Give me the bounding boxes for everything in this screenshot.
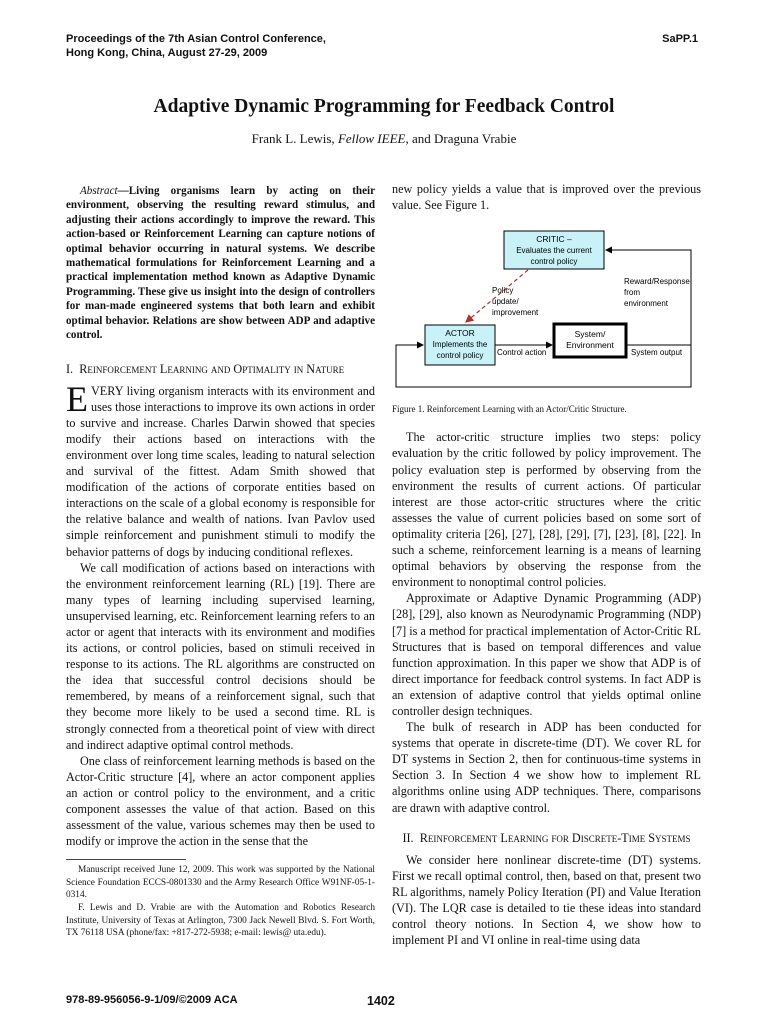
reward-label-1: Reward/Response <box>624 277 690 287</box>
left-column <box>66 184 375 940</box>
actor-critic-diagram <box>392 227 701 397</box>
conference-info <box>66 32 326 60</box>
system-output-label: System output <box>631 348 683 358</box>
reward-label-2: from <box>624 288 640 298</box>
section-2-heading <box>392 830 701 846</box>
page-number: 1402 <box>367 994 395 1008</box>
actor-label-3: control policy <box>436 351 484 361</box>
author-names-2: , and Draguna Vrabie <box>405 131 517 146</box>
system-label-2: Environment <box>566 340 614 351</box>
policy-label-3: improvement <box>492 308 539 318</box>
session-code: SaPP.1 <box>662 33 698 45</box>
policy-label-2: update/ <box>492 297 519 307</box>
reward-label-3: environment <box>624 299 669 309</box>
section-1-heading <box>66 361 375 377</box>
right-column <box>392 181 701 948</box>
abstract-text: —Living organisms learn by acting on their environment, observing the resulting reward stimulus, and adjusting their actions accordingly to improve the reward. This action-based or Reinforcement Learning can capture notions of optimal behavior occurring in natural systems. We describe mathematical formulations for Reinforcement Learning and a practical implementation method known as Adaptive Dynamic Programming. These give us insight into the design of controllers for man-made engineered systems that both learn and exhibit optimal behavior. Relations are show between ADP and adaptive control. <box>66 185 375 342</box>
author-fellow: Fellow IEEE <box>337 131 406 146</box>
section-2-title: Reinforcement Learning for Discrete-Time Systems <box>419 830 691 845</box>
author-line <box>0 131 768 147</box>
section-2-number: II. <box>402 830 414 845</box>
control-action-label: Control action <box>497 348 547 358</box>
right-paragraph-4: We consider here nonlinear discrete-time (DT) systems. First we recall optimal control, then, based on that, present two RL algorithms, namely Policy Iteration (PI) and Value Iteration (VI). The LQR case is detailed to tie these ideas into standard control theory notions. In Section 4, we show how to implement PI and VI online in real-time using data <box>392 852 701 948</box>
actor-label-2: Implements the <box>432 340 488 350</box>
section-1-number: I. <box>66 362 74 377</box>
right-paragraph-2: Approximate or Adaptive Dynamic Programming (ADP) [28], [29], also known as Neurodynamic Programming (NDP) [7] is a method for practical implementation of Actor-Critic RL Structures that is based on temporal differences and value function approximation. In this paper we show that ADP is of direct importance for feedback control systems. In fact ADP is an extension of adaptive control that yields optimal online controller design techniques. <box>392 591 701 718</box>
footnote-affiliation: F. Lewis and D. Vrabie are with the Automation and Robotics Research Institute, University of Texas at Arlington, 7300 Jack Newell Blvd. S. Fort Worth, TX 76118 USA (phone/fax: +817-272-5938; e-mail: lewis@ uta.edu). <box>66 903 375 939</box>
critic-label-1: CRITIC – <box>536 234 572 245</box>
actor-label-1: ACTOR <box>445 328 475 339</box>
footnote-rule <box>66 859 186 860</box>
dropcap-letter: E <box>66 378 88 419</box>
figure-1 <box>392 227 701 417</box>
figure-1-caption: Figure 1. Reinforcement Learning with an Actor/Critic Structure. <box>392 404 627 415</box>
isbn-line: 978-89-956056-9-1/09/©2009 ACA <box>66 994 238 1006</box>
paper-title: Adaptive Dynamic Programming for Feedback Control <box>153 96 615 117</box>
conference-name: Proceedings of the 7th Asian Control Conference, <box>66 33 326 45</box>
section-1-paragraph-3: One class of reinforcement learning methods is based on the Actor-Critic structure [4], where an actor component applies an action or control policy to the environment, and a critic component assesses the value of that action. Based on this assessment of the value, various schemes may then be used to modify or improve the action in the sense that the <box>66 753 375 849</box>
abstract <box>66 184 375 342</box>
section-1-title: Reinforcement Learning and Optimality in Nature <box>79 362 345 377</box>
critic-label-2: Evaluates the current <box>516 246 592 256</box>
right-continuation: new policy yields a value that is improved over the previous value. See Figure 1. <box>392 182 701 213</box>
abstract-lead: Abstract <box>80 185 118 197</box>
author-names-1: Frank L. Lewis, <box>251 131 338 146</box>
section-1-paragraph-1 <box>66 378 375 560</box>
right-paragraph-3: The bulk of research in ADP has been conducted for systems that operate in discrete-time (DT). We cover RL for DT systems in Section 2, then for continuous-time systems in Section 3. In Section 4 we show how to implement RL algorithms online using ADP techniques. There, comparisons are drawn with adaptive control. <box>392 720 701 815</box>
section-1-paragraph-2: We call modification of actions based on interactions with the environment reinforcement learning (RL) [19]. There are many types of learning including supervised learning, unsupervised learning, etc. Reinforcement learning refers to an actor or agent that interacts with its environment and modifies its actions, or control policies, based on stimuli received in response to its actions. The RL algorithms are constructed on the idea that successful control decisions should be remembered, by means of a reinforcement signal, such that they become more likely to be used a second time. RL is strongly connected from a theoretical point of view with direct and indirect adaptive optimal control methods. <box>66 560 375 752</box>
system-label-1: System/ <box>574 329 606 340</box>
footnote-manuscript: Manuscript received June 12, 2009. This work was supported by the National Science Foundation ECCS-0801330 and the Army Research Office W91NF-05-1-0314. <box>66 865 375 901</box>
policy-label-1: Policy <box>492 286 514 296</box>
section-1-p1-text: VERY living organism interacts with its environment and uses those interactions to improve its own actions in order to survive and increase. Charles Darwin showed that species modify their actions based on interactions with the environment over long time scales, leading to natural selection and survival of the fittest. Adam Smith showed that modification of the actions of corporate entities based on interactions on the scale of a global economy is responsible for the relative balance and wealth of nations. Ivan Pavlov used simple reinforcement and punishment stimuli to modify the behavior patterns of dogs by inducing conditional reflexes. <box>66 383 375 559</box>
conference-location: Hong Kong, China, August 27-29, 2009 <box>66 47 268 59</box>
right-paragraph-1: The actor-critic structure implies two steps: policy evaluation by the critic followed by policy improvement. The policy evaluation step is performed by observing from the environment the results of current actions. Of particular interest are those actor-critic structures where the critic assesses the value of current policies based on some sort of optimality criteria [26], [27], [28], [29], [7], [23], [8], [22]. In such a scheme, reinforcement learning is a means of learning optimal behaviors by observing the response from the environment to nonoptimal control policies. <box>392 430 701 590</box>
critic-label-3: control policy <box>530 257 578 267</box>
